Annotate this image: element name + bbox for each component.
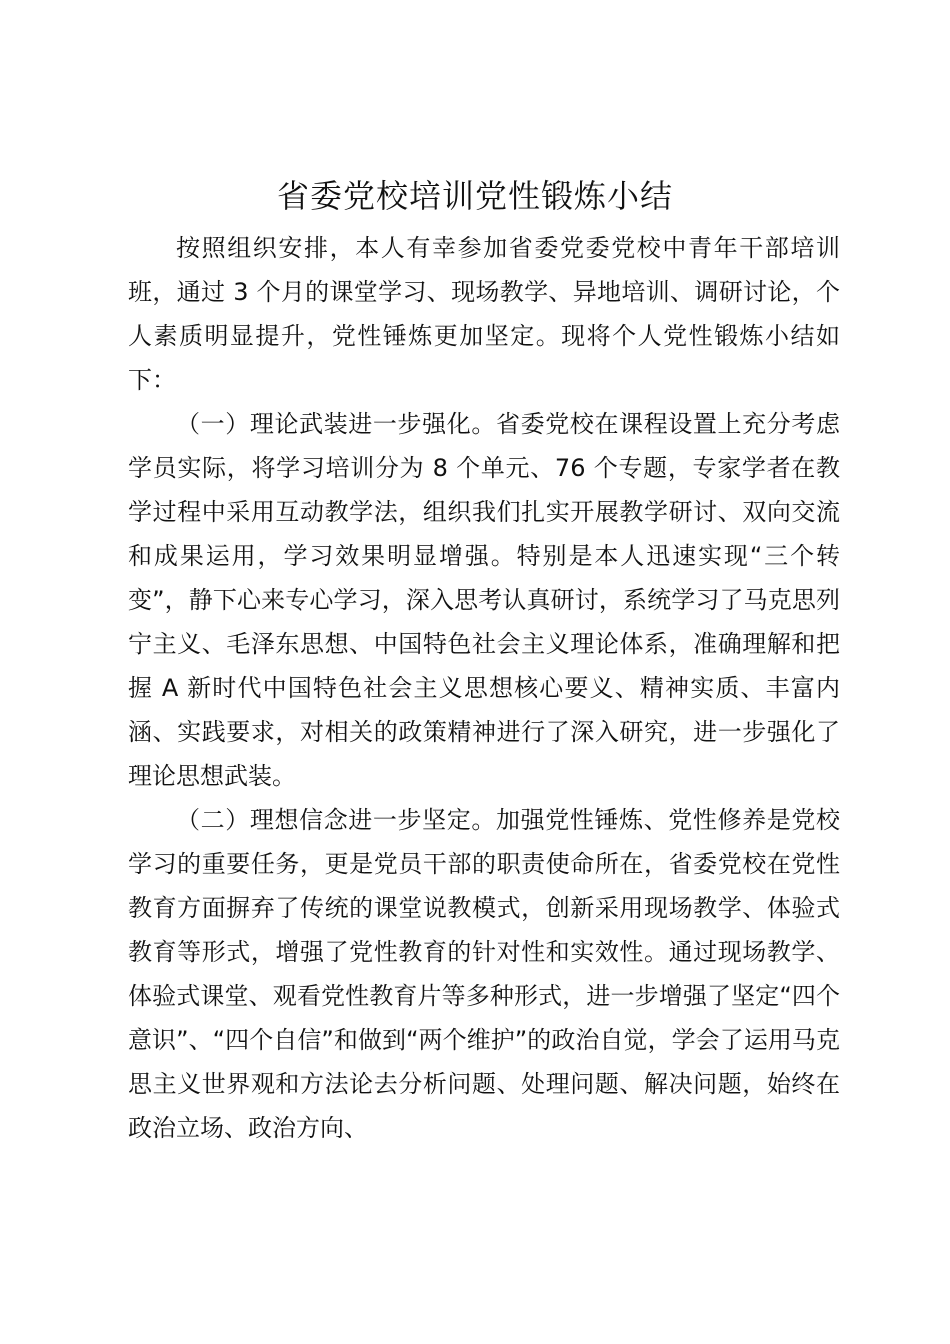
document-body	[128, 226, 840, 1150]
document-title: 省委党校培训党性锻炼小结	[276, 177, 673, 215]
paragraph-intro: 按照组织安排，本人有幸参加省委党委党校中青年干部培训班，通过 3 个月的课堂学习、现场教学、异地培训、调研讨论，个人素质明显提升，党性锤炼更加坚定。现将个人党性锻炼小结如下：	[128, 234, 840, 394]
paragraph-theory: （一）理论武装进一步强化。省委党校在课程设置上充分考虑学员实际，将学习培训分为 8 个单元、76 个专题，专家学者在教学过程中采用互动教学法，组织我们扎实开展教学研讨、双向交流和成果运用，学习效果明显增强。特别是本人迅速实现“三个转变”，静下心来专心学习，深入思考认真研讨，系统学习了马克思列宁主义、毛泽东思想、中国特色社会主义理论体系，准确理解和把握 A 新时代中国特色社会主义思想核心要义、精神实质、丰富内涵、实践要求，对相关的政策精神进行了深入研究，进一步强化了理论思想武装。	[128, 410, 840, 790]
paragraph-belief: （二）理想信念进一步坚定。加强党性锤炼、党性修养是党校学习的重要任务，更是党员干部的职责使命所在，省委党校在党性教育方面摒弃了传统的课堂说教模式，创新采用现场教学、体验式教育等形式，增强了党性教育的针对性和实效性。通过现场教学、体验式课堂、观看党性教育片等多种形式，进一步增强了坚定“四个意识”、“四个自信”和做到“两个维护”的政治自觉，学会了运用马克思主义世界观和方法论去分析问题、处理问题、解决问题，始终在政治立场、政治方向、	[128, 806, 840, 1142]
